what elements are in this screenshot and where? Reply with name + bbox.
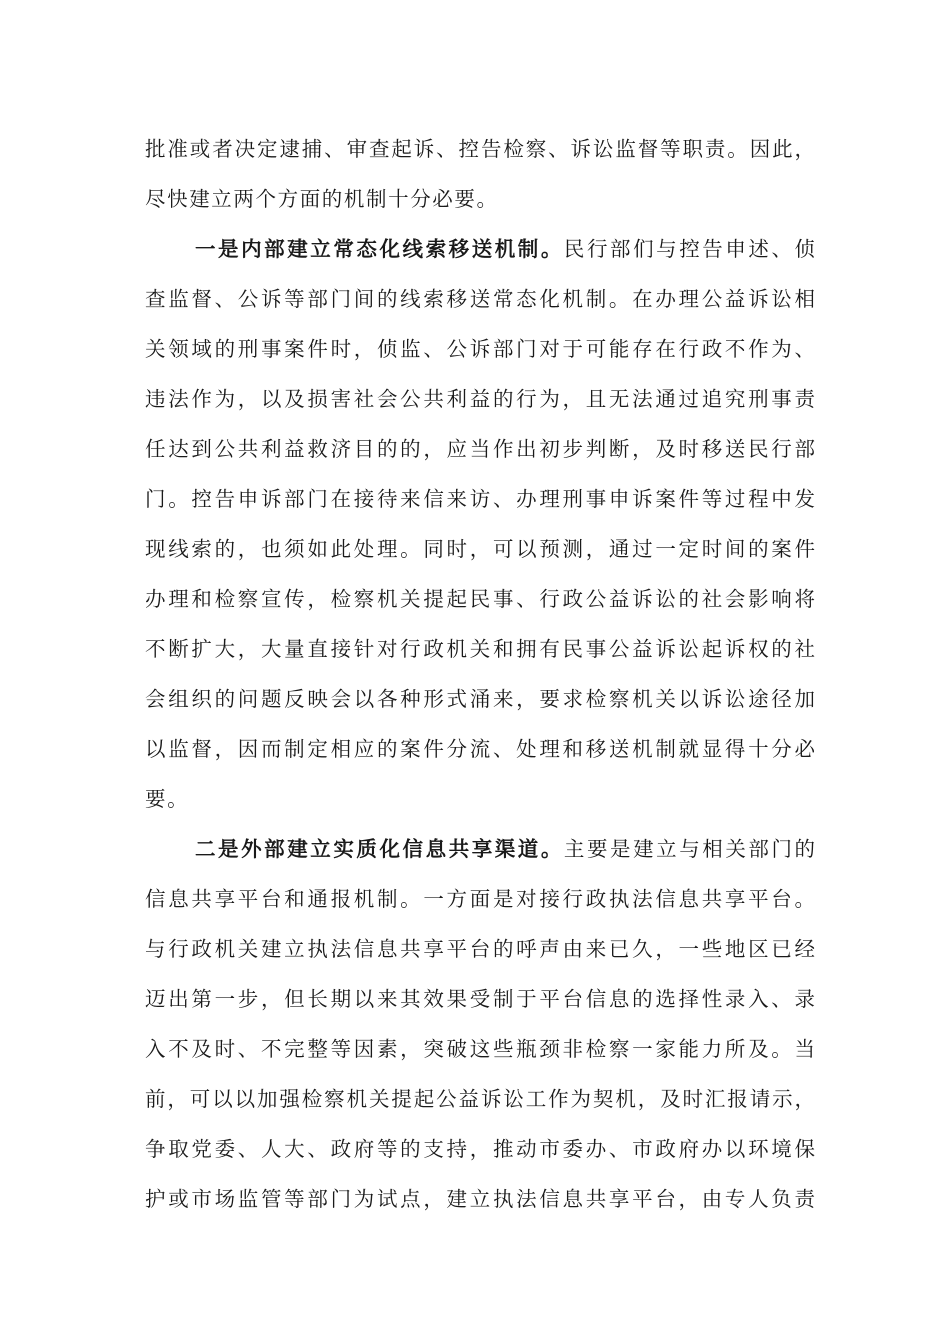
paragraph-2-lead: 一是内部建立常态化线索移送机制。 — [195, 237, 564, 261]
paragraph-2-line-3: 关领域的刑事案件时，侦监、公诉部门对于可能存在行政不作为、 — [145, 337, 815, 361]
paragraph-3-line-8: 护或市场监管等部门为试点，建立执法信息共享平台，由专人负责 — [145, 1187, 815, 1211]
paragraph-3-line-1 — [195, 834, 815, 864]
paragraph-3-line-1-text: 主要是建立与相关部门的 — [563, 837, 815, 861]
paragraph-3-line-4: 迈出第一步，但长期以来其效果受制于平台信息的选择性录入、录 — [145, 987, 815, 1011]
paragraph-1-line-2: 尽快建立两个方面的机制十分必要。 — [145, 187, 499, 211]
paragraph-2-line-1 — [195, 234, 815, 264]
paragraph-2-line-7: 现线索的，也须如此处理。同时，可以预测，通过一定时间的案件 — [145, 537, 815, 561]
paragraph-2-line-9: 不断扩大，大量直接针对行政机关和拥有民事公益诉讼起诉权的社 — [145, 637, 815, 661]
paragraph-3-lead: 二是外部建立实质化信息共享渠道。 — [195, 837, 564, 861]
paragraph-2-line-2: 查监督、公诉等部门间的线索移送常态化机制。在办理公益诉讼相 — [145, 287, 815, 311]
paragraph-2-line-5: 任达到公共利益救济目的的，应当作出初步判断，及时移送民行部 — [145, 437, 815, 461]
paragraph-2-line-8: 办理和检察宣传，检察机关提起民事、行政公益诉讼的社会影响将 — [145, 587, 815, 611]
paragraph-2-line-6: 门。控告申诉部门在接待来信来访、办理刑事申诉案件等过程中发 — [145, 487, 815, 511]
paragraph-2-line-4: 违法作为，以及损害社会公共利益的行为，且无法通过追究刑事责 — [145, 387, 815, 411]
paragraph-2-line-12: 要。 — [145, 787, 190, 811]
paragraph-2-line-10: 会组织的问题反映会以各种形式涌来，要求检察机关以诉讼途径加 — [145, 687, 815, 711]
paragraph-3-line-6: 前，可以以加强检察机关提起公益诉讼工作为契机，及时汇报请示， — [145, 1087, 815, 1111]
paragraph-3-line-5: 入不及时、不完整等因素，突破这些瓶颈非检察一家能力所及。当 — [145, 1037, 815, 1061]
paragraph-2-line-1-text: 民行部们与控告申述、侦 — [563, 237, 815, 261]
paragraph-3-line-7: 争取党委、人大、政府等的支持，推动市委办、市政府办以环境保 — [145, 1137, 815, 1161]
paragraph-3-line-3: 与行政机关建立执法信息共享平台的呼声由来已久，一些地区已经 — [145, 937, 815, 961]
paragraph-1-line-1: 批准或者决定逮捕、审查起诉、控告检察、诉讼监督等职责。因此， — [145, 137, 815, 161]
paragraph-2-line-11: 以监督，因而制定相应的案件分流、处理和移送机制就显得十分必 — [145, 737, 815, 761]
paragraph-3-line-2: 信息共享平台和通报机制。一方面是对接行政执法信息共享平台。 — [145, 887, 815, 911]
